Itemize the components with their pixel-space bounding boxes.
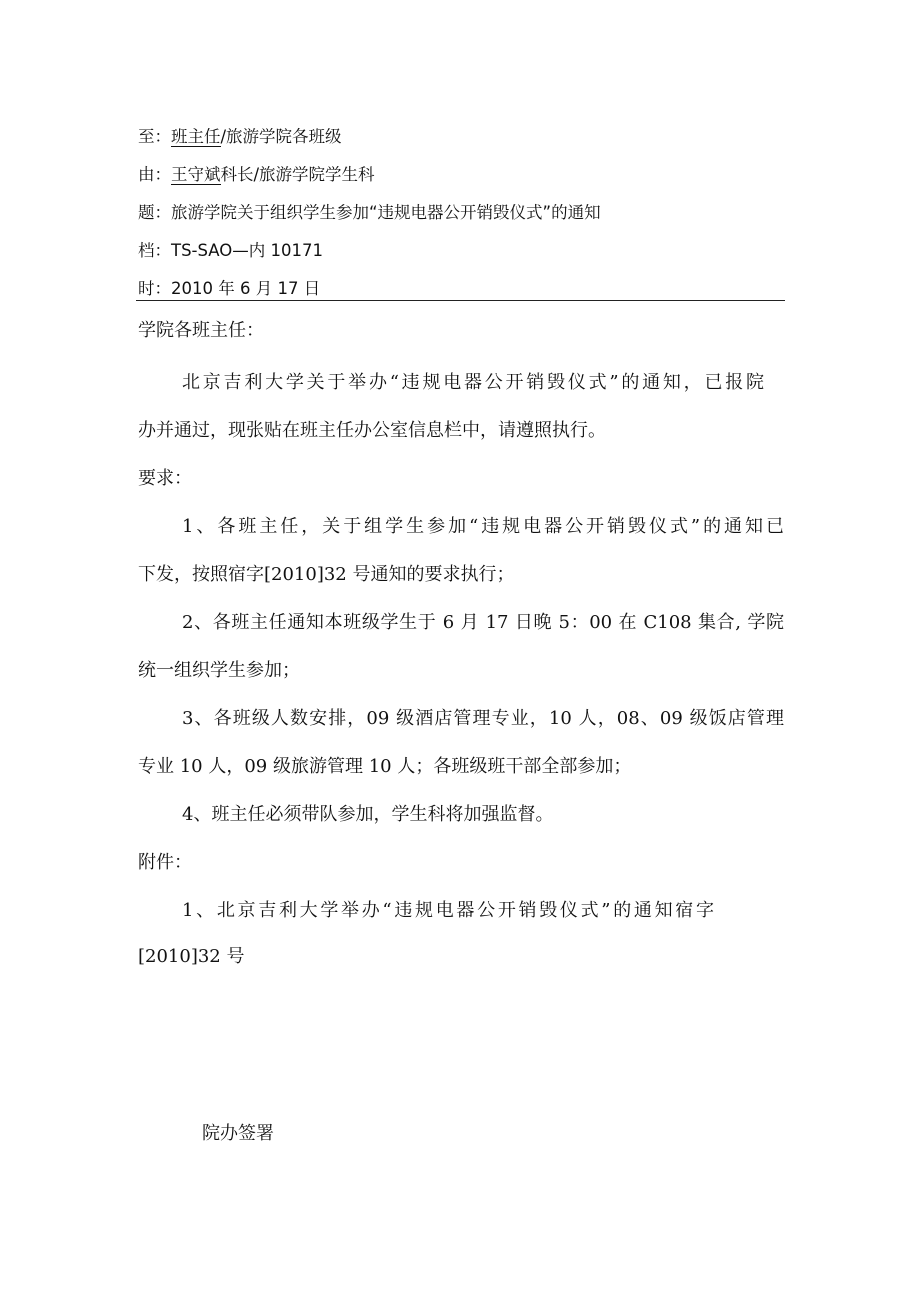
memo-subject-label: 题：: [138, 203, 171, 222]
requirements-label: 要求：: [138, 468, 192, 489]
signature: 院办签署: [202, 1123, 274, 1144]
memo-file-number: TS-SAO—内 10171: [171, 241, 324, 260]
memo-subject-line: [138, 203, 601, 223]
salutation: 学院各班主任：: [138, 320, 264, 341]
intro-line-1: 北京吉利大学关于举办“违规电器公开销毁仪式”的通知，已报院: [182, 372, 764, 393]
memo-from-label: 由：: [138, 165, 171, 184]
attachment-1-line-1: 1、北京吉利大学举办“违规电器公开销毁仪式”的通知宿字: [182, 900, 714, 921]
memo-from-name: 王守斌: [171, 165, 221, 184]
requirement-4: 4、班主任必须带队参加，学生科将加强监督。: [182, 804, 554, 825]
attachment-1-line-2: [2010]32 号: [138, 946, 245, 967]
memo-date: 2010 年 6 月 17 日: [171, 279, 321, 298]
memo-from-line: [138, 165, 375, 185]
memo-date-line: [138, 279, 320, 299]
requirement-3-line-1: 3、各班级人数安排，09 级酒店管理专业，10 人，08、09 级饭店管理: [182, 708, 784, 729]
requirement-3-line-2: 专业 10 人，09 级旅游管理 10 人；各班级班干部全部参加；: [138, 756, 632, 777]
requirement-2-line-1: 2、各班主任通知本班级学生于 6 月 17 日晚 5：00 在 C108 集合, 学院: [182, 612, 784, 633]
memo-to-label: 至：: [138, 127, 171, 146]
memo-to-name: 班主任: [171, 127, 221, 146]
memo-subject: 旅游学院关于组织学生参加“违规电器公开销毁仪式”的通知: [171, 203, 601, 222]
memo-to-line: [138, 127, 342, 147]
requirement-2-line-2: 统一组织学生参加；: [138, 660, 300, 681]
requirement-1-line-1: 1、各班主任，关于组学生参加“违规电器公开销毁仪式”的通知已: [182, 516, 784, 537]
memo-from-rest: 科长/旅游学院学生科: [220, 165, 375, 184]
requirement-1-line-2: 下发，按照宿字[2010]32 号通知的要求执行；: [138, 564, 515, 585]
memo-to-rest: /旅游学院各班级: [220, 127, 342, 146]
attachment-label: 附件：: [138, 852, 192, 873]
header-divider: [136, 300, 785, 301]
intro-line-2: 办并通过，现张贴在班主任办公室信息栏中，请遵照执行。: [138, 420, 606, 441]
memo-file-line: [138, 241, 323, 261]
memo-date-label: 时：: [138, 279, 171, 298]
memo-file-label: 档：: [138, 241, 171, 260]
